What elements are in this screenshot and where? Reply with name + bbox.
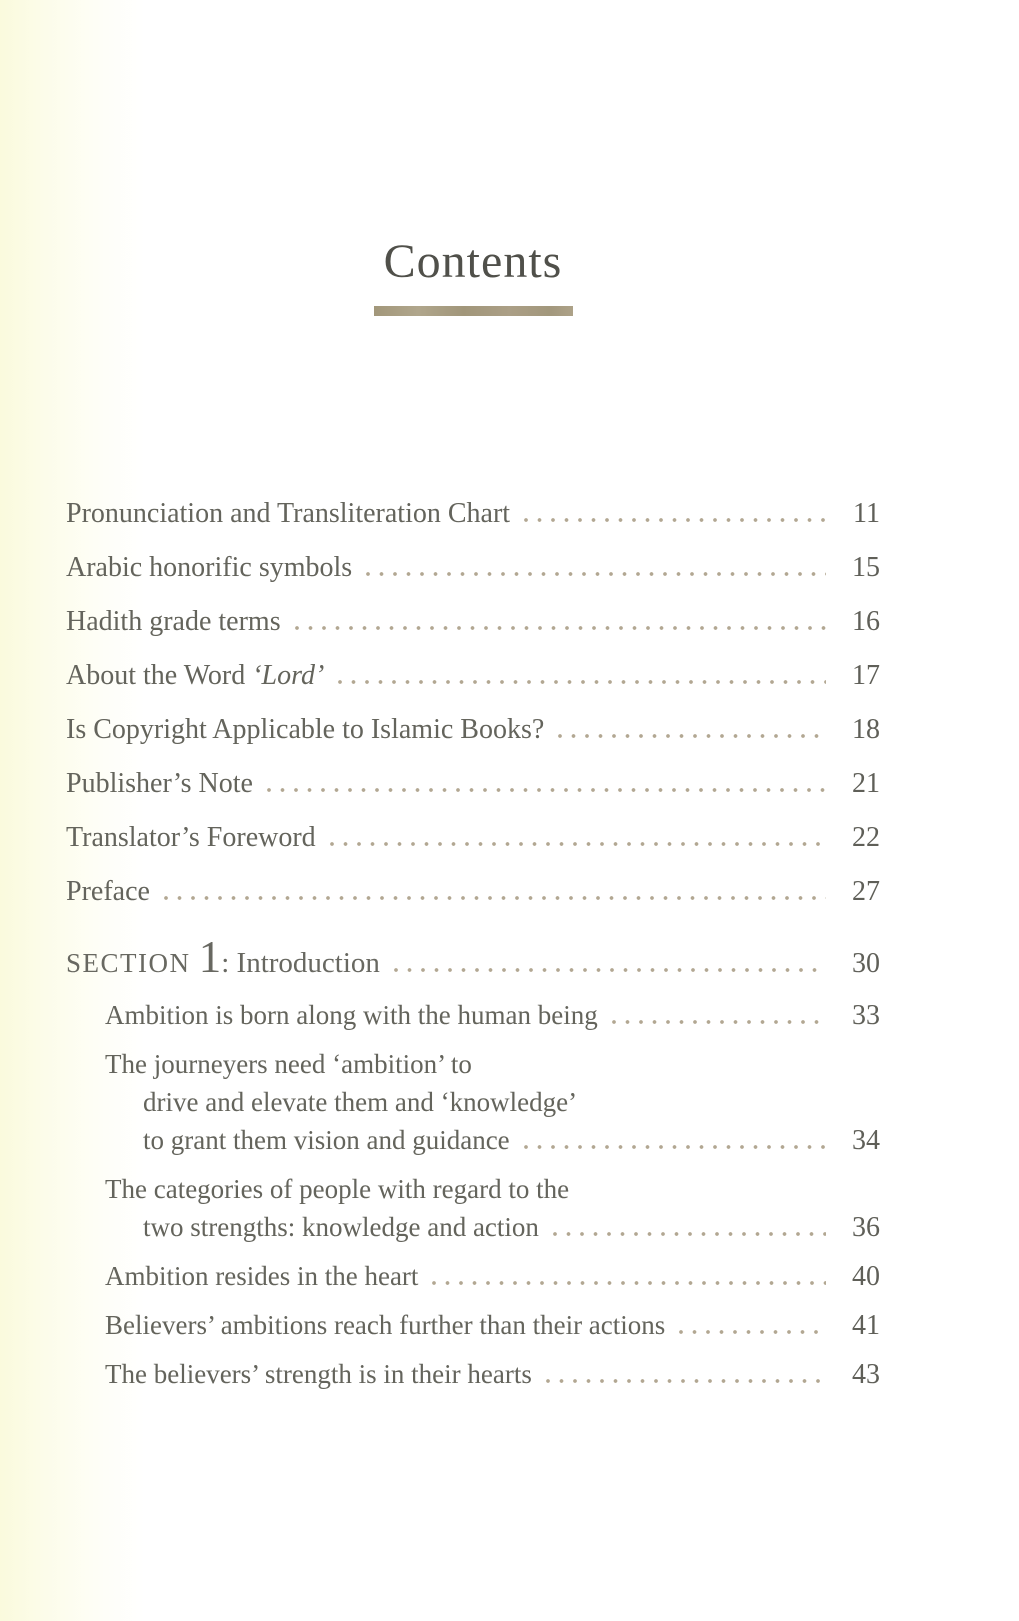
dot-leader [524,518,826,522]
toc-entry-line [66,496,880,531]
toc-entry-line [66,766,880,801]
page-number: 41 [852,1310,880,1341]
toc-entry [66,766,880,801]
toc-entry-text: Hadith grade terms [66,606,281,637]
page-number: 43 [852,1359,880,1390]
toc-entry [66,996,880,1035]
toc-entry-line [105,1121,880,1160]
toc-section-entry [66,933,880,988]
toc-entry-line [105,1355,880,1394]
toc-entry [66,1306,880,1345]
page-title: Contents [383,235,563,288]
toc-list [66,496,880,1394]
dot-leader [524,1145,826,1149]
dot-leader [546,1379,826,1383]
page-number: 18 [852,714,880,745]
dot-leader [330,842,826,846]
toc-entry-line [105,996,880,1035]
toc-entry-line [66,874,880,909]
toc-entry-line [66,820,880,855]
toc-entry-line [66,712,880,747]
page-number: 36 [852,1212,880,1243]
toc-entry [66,1170,880,1247]
dot-leader [558,734,826,738]
page-number: 15 [852,552,880,583]
toc-entry [66,604,880,639]
toc-entry-text: Believers’ ambitions reach further than their actions [105,1310,666,1340]
toc-entry-text: The journeyers need ‘ambition’ to [105,1049,472,1079]
toc-entry-line [105,1306,880,1345]
title-divider [374,306,573,316]
toc-entry [66,550,880,585]
toc-entry [66,712,880,747]
page-number: 33 [852,1000,880,1031]
toc-entry [66,658,880,693]
toc-entry-text: The believers’ strength is in their hearts [105,1359,532,1389]
toc-entry [66,874,880,909]
dot-leader [164,896,826,900]
page-number: 40 [852,1261,880,1292]
toc-entry [66,1257,880,1296]
toc-entry-line [66,933,880,988]
dot-leader [432,1281,826,1285]
page-number: 30 [852,948,880,979]
toc-entry-text: Ambition is born along with the human being [105,1000,598,1030]
toc-entry-text: The categories of people with regard to the [105,1174,570,1204]
toc-entry-text: Translator’s Foreword [66,822,316,853]
dot-leader [295,626,826,630]
toc-entry-text: Arabic honorific symbols [66,552,353,583]
toc-entry-line [66,550,880,585]
page-number: 21 [852,768,880,799]
toc-entry-text: Publisher’s Note [66,768,253,799]
toc-entry-text: Is Copyright Applicable to Islamic Books? [66,714,545,745]
page-number: 16 [852,606,880,637]
toc-entry-line [105,1170,880,1208]
page-number: 27 [852,876,880,907]
toc-entry-line [66,658,880,693]
toc-entry-text: About the Word ‘Lord’ [66,660,325,691]
page-number: 17 [852,660,880,691]
toc-entry-line [105,1045,880,1083]
toc-entry-text: Pronunciation and Transliteration Chart [66,498,511,529]
page-number: 11 [853,498,880,529]
toc-entry [66,1355,880,1394]
dot-leader [366,572,826,576]
toc-entry-text: drive and elevate them and ‘knowledge’ [143,1087,578,1117]
dot-leader [338,680,826,684]
dot-leader [679,1330,826,1334]
toc-entry-line [66,604,880,639]
toc-entry [66,1045,880,1160]
dot-leader [394,968,826,972]
page-number: 22 [852,822,880,853]
toc-entry-text: to grant them vision and guidance [143,1125,510,1155]
toc-entry-text: SECTION 1: Introduction [66,932,380,982]
page-number: 34 [852,1125,880,1156]
toc-entry [66,496,880,531]
dot-leader [612,1020,826,1024]
toc-entry-text: Preface [66,876,150,907]
toc-entry-text: Ambition resides in the heart [105,1261,419,1291]
dot-leader [553,1232,826,1236]
dot-leader [267,788,826,792]
book-page [66,0,880,1404]
toc-entry-text: two strengths: knowledge and action [143,1212,539,1242]
toc-entry-line [105,1083,880,1121]
toc-entry-line [105,1208,880,1247]
toc-entry [66,820,880,855]
toc-entry-line [105,1257,880,1296]
